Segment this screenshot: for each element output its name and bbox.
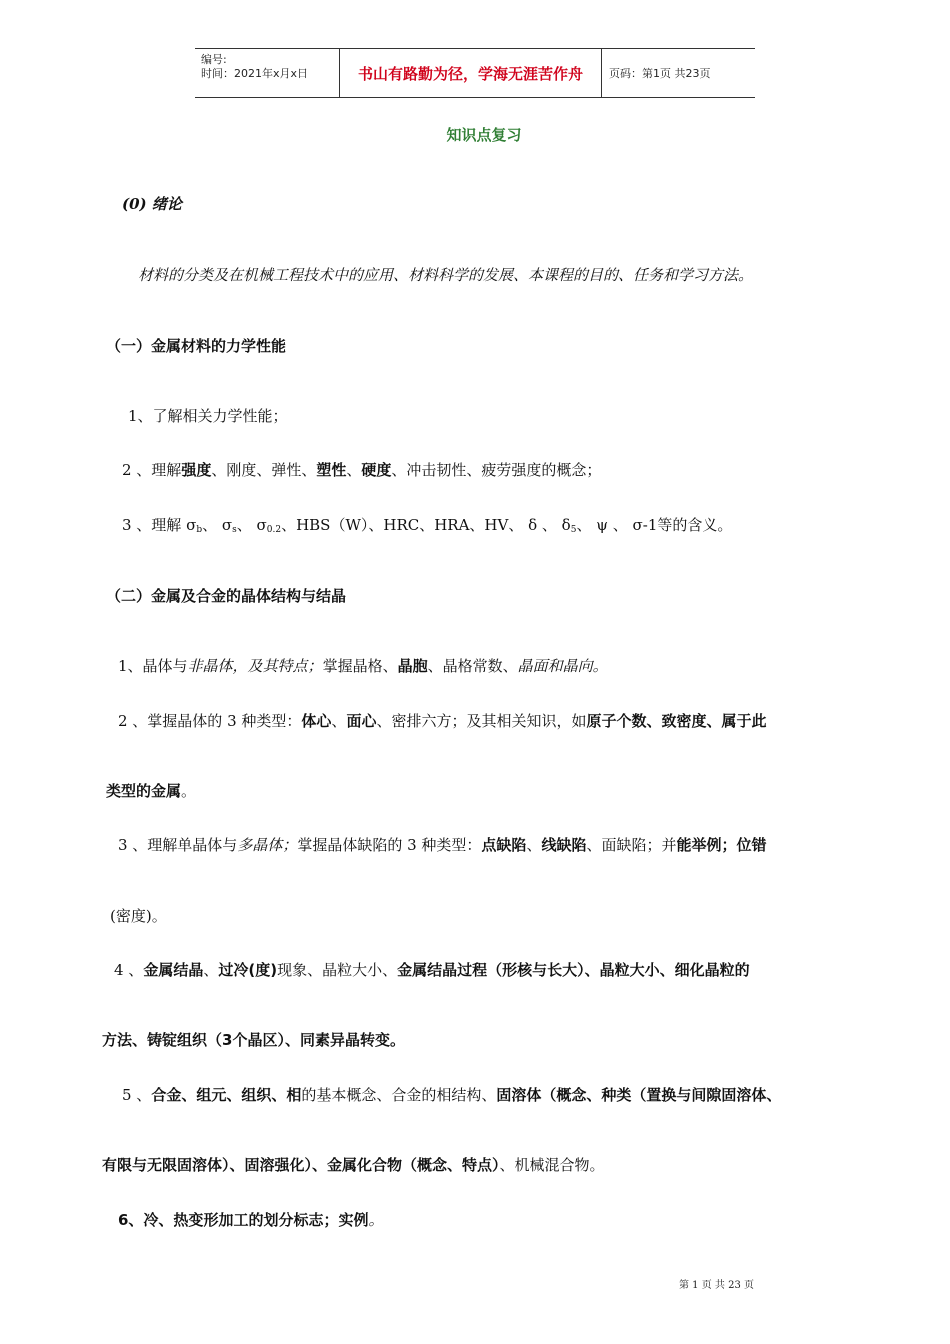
section-2-heading: （二）金属及合金的晶体结构与结晶 — [106, 587, 347, 605]
section-2-line-4-cont: 方法、铸锭组织（3个晶区）、同素异晶转变。 — [102, 1031, 405, 1049]
header-left-cell — [195, 49, 339, 97]
header-table — [195, 48, 755, 98]
section-2-line-2-cont: 类型的金属。 — [106, 782, 197, 800]
section-0-heading: (0) 绪论 — [122, 195, 182, 213]
motto: 书山有路勤为径，学海无涯苦作舟 — [339, 49, 602, 97]
page-footer: 第 1 页 共 23 页 — [679, 1280, 754, 1291]
section-2-line-2: 2 、掌握晶体的 3 种类型：体心、面心、密排六方；及其相关知识，如原子个数、致密度、属于此 — [118, 712, 767, 730]
section-1-line-3: 3 、理解 $\sigma_b$、 $\sigma_s$、 $\sigma_{0.2}$、HBS（W）、HRC、HRA、HV、 δ 、 $\delta_5$、 ψ 、 σ-1等的含义。 — [122, 516, 733, 535]
section-2-line-3-cont: (密度)。 — [110, 907, 167, 925]
section-2-line-3: 3 、理解单晶体与多晶体；掌握晶体缺陷的 3 种类型：点缺陷、线缺陷、面缺陷；并能举例；位错 — [118, 836, 767, 854]
section-0-body: 材料的分类及在机械工程技术中的应用、材料科学的发展、本课程的目的、任务和学习方法。 — [138, 266, 754, 284]
section-1-heading: （一）金属材料的力学性能 — [106, 337, 287, 355]
serial-label: 编号: — [201, 53, 227, 66]
section-2-line-5: 5 、合金、组元、组织、相的基本概念、合金的相结构、固溶体（概念、种类（置换与间隙固溶体、 — [122, 1086, 782, 1104]
page-title: 知识点复习 — [446, 126, 522, 144]
section-1-line-2: 2 、理解强度、刚度、弹性、塑性、硬度、冲击韧性、疲劳强度的概念； — [122, 461, 602, 479]
section-2-line-4: 4 、金属结晶、过冷(度)现象、晶粒大小、金属结晶过程（形核与长大）、晶粒大小、细化晶粒的 — [114, 961, 750, 979]
time-label: 时间：2021年x月x日 — [201, 67, 309, 80]
section-2-line-5-cont: 有限与无限固溶体）、固溶强化）、金属化合物（概念、特点）、机械混合物。 — [102, 1156, 605, 1174]
page-info: 页码：第1页 共23页 — [609, 67, 711, 80]
section-2-line-6: 6、冷、热变形加工的划分标志；实例。 — [118, 1211, 384, 1229]
section-2-line-1: 1、晶体与非晶体，及其特点；掌握晶格、晶胞、晶格常数、晶面和晶向。 — [118, 657, 608, 675]
section-1-line-1: 1、了解相关力学性能； — [128, 407, 288, 425]
